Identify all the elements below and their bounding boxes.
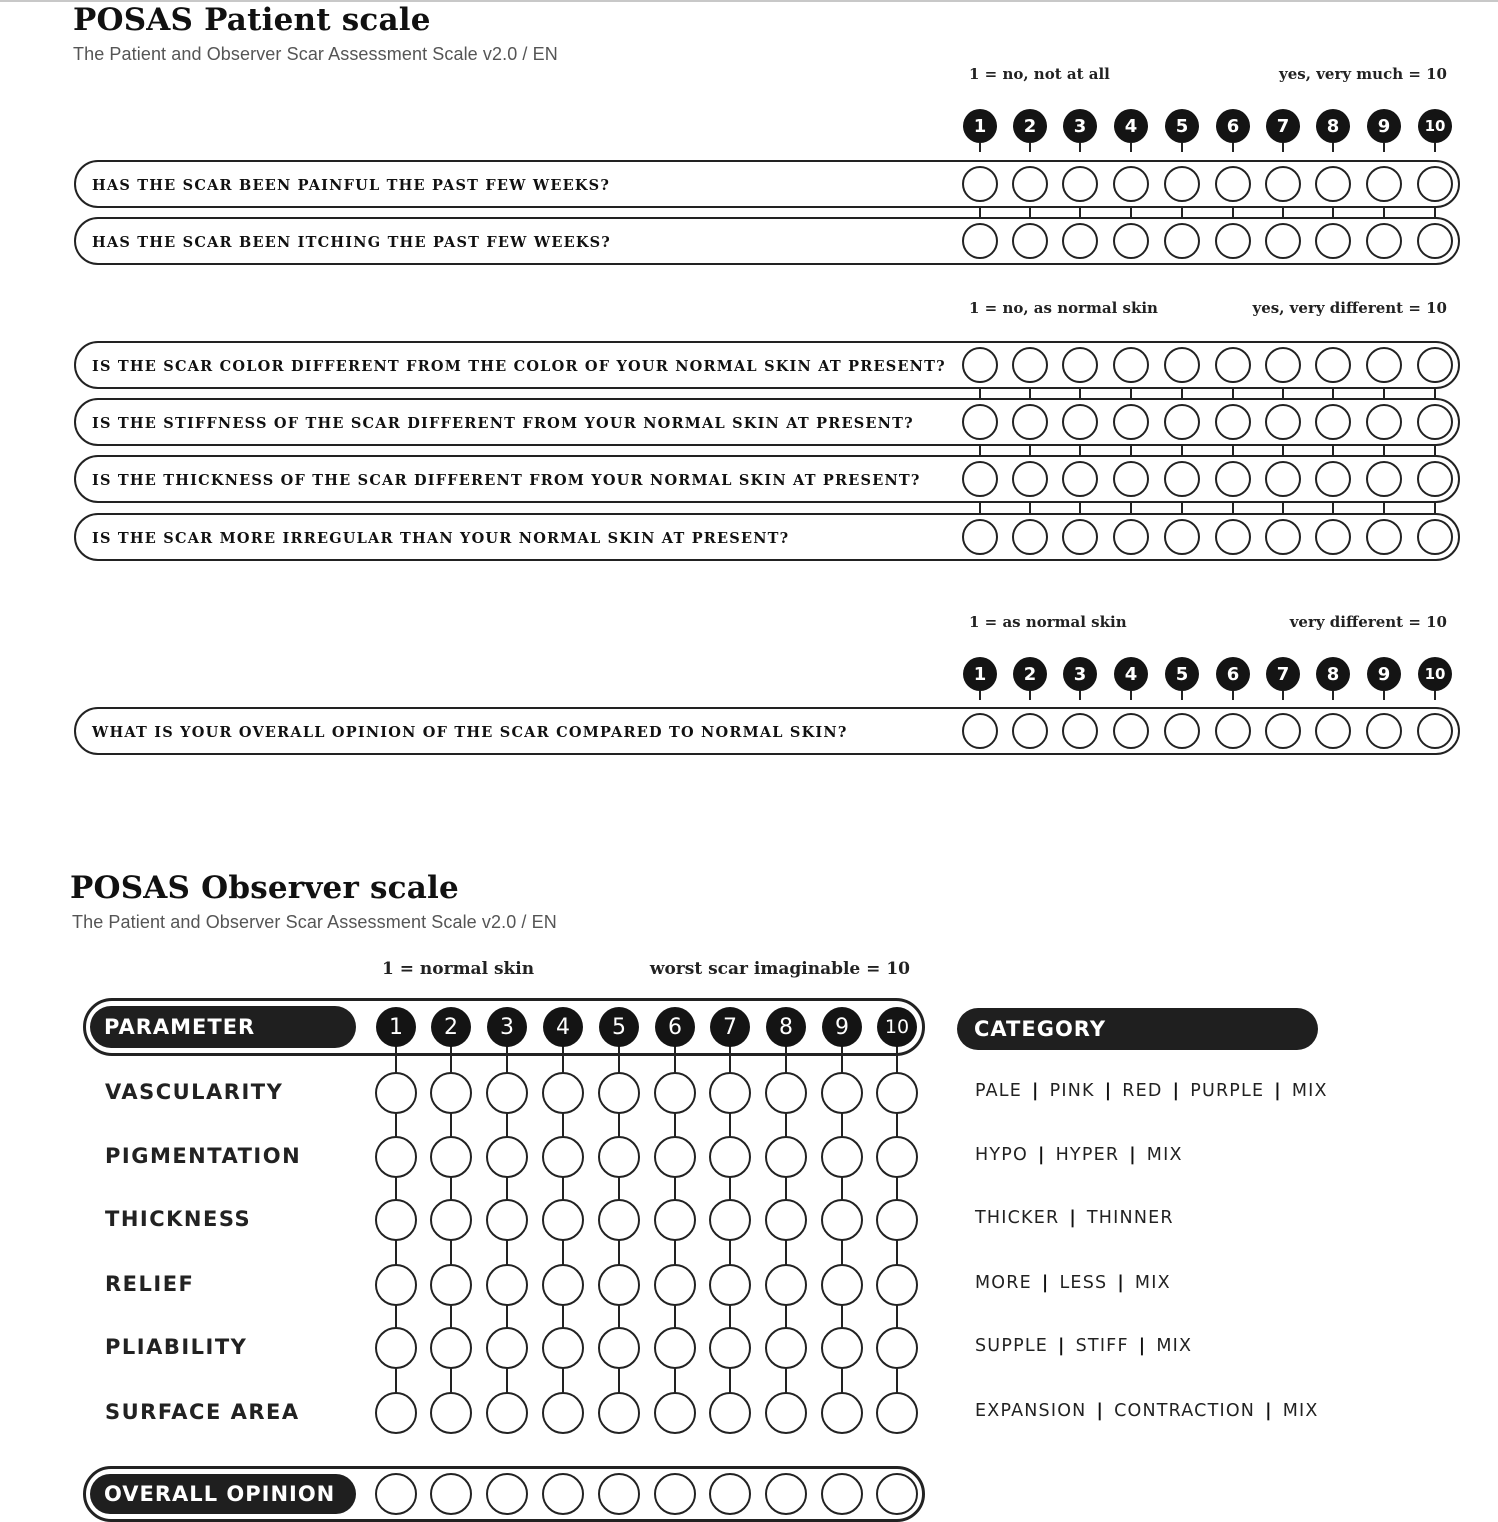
category-option[interactable]: MIX bbox=[1146, 1145, 1183, 1165]
patient-anchor-low: 1 = as normal skin bbox=[969, 613, 1127, 631]
patient-anchor-low: 1 = no, as normal skin bbox=[969, 299, 1158, 317]
parameter-label: VASCULARITY bbox=[105, 1080, 284, 1104]
category-option[interactable]: EXPANSION bbox=[975, 1401, 1087, 1421]
scale-number-5: 5 bbox=[1165, 657, 1199, 691]
observer-rating-8[interactable] bbox=[765, 1392, 807, 1434]
rating-option-9[interactable] bbox=[1366, 166, 1402, 202]
scale-number-10: 10 bbox=[1418, 657, 1452, 691]
rating-option-1[interactable] bbox=[962, 166, 998, 202]
overall-opinion-rating-10[interactable] bbox=[876, 1473, 918, 1515]
observer-rating-9[interactable] bbox=[821, 1327, 863, 1369]
observer-rating-9[interactable] bbox=[821, 1072, 863, 1114]
observer-rating-6[interactable] bbox=[654, 1327, 696, 1369]
rating-option-9[interactable] bbox=[1366, 461, 1402, 497]
observer-rating-10[interactable] bbox=[876, 1264, 918, 1306]
observer-rating-9[interactable] bbox=[821, 1264, 863, 1306]
rating-option-5[interactable] bbox=[1164, 166, 1200, 202]
rating-option-1[interactable] bbox=[962, 519, 998, 555]
scale-connector bbox=[1332, 691, 1334, 700]
parameter-label: SURFACE AREA bbox=[105, 1400, 300, 1424]
rating-option-2[interactable] bbox=[1012, 347, 1048, 383]
observer-rating-6[interactable] bbox=[654, 1136, 696, 1178]
scale-number-6: 6 bbox=[1216, 109, 1250, 143]
rating-option-5[interactable] bbox=[1164, 404, 1200, 440]
rating-option-4[interactable] bbox=[1113, 223, 1149, 259]
observer-rating-8[interactable] bbox=[765, 1199, 807, 1241]
rating-option-1[interactable] bbox=[962, 347, 998, 383]
overall-opinion-rating-4[interactable] bbox=[542, 1473, 584, 1515]
observer-rating-5[interactable] bbox=[598, 1264, 640, 1306]
observer-rating-10[interactable] bbox=[876, 1072, 918, 1114]
rating-option-8[interactable] bbox=[1315, 347, 1351, 383]
question-text: IS THE STIFFNESS OF THE SCAR DIFFERENT FROM YOUR NORMAL SKIN AT PRESENT? bbox=[92, 415, 914, 432]
observer-rating-7[interactable] bbox=[709, 1327, 751, 1369]
rating-option-4[interactable] bbox=[1113, 519, 1149, 555]
observer-rating-9[interactable] bbox=[821, 1136, 863, 1178]
observer-rating-2[interactable] bbox=[430, 1264, 472, 1306]
parameter-label: PIGMENTATION bbox=[105, 1144, 302, 1168]
observer-rating-4[interactable] bbox=[542, 1136, 584, 1178]
scale-number-1: 1 bbox=[963, 109, 997, 143]
category-option[interactable]: CONTRACTION bbox=[1114, 1401, 1256, 1421]
observer-rating-5[interactable] bbox=[598, 1327, 640, 1369]
observer-rating-7[interactable] bbox=[709, 1264, 751, 1306]
rating-option-3[interactable] bbox=[1062, 223, 1098, 259]
category-separator: | bbox=[1104, 1081, 1113, 1101]
question-text: IS THE SCAR MORE IRREGULAR THAN YOUR NORMAL SKIN AT PRESENT? bbox=[92, 530, 790, 547]
scale-number-3: 3 bbox=[1063, 657, 1097, 691]
rating-option-7[interactable] bbox=[1265, 166, 1301, 202]
scale-connector bbox=[1383, 691, 1385, 700]
scale-number-2: 2 bbox=[1013, 109, 1047, 143]
rating-option-7[interactable] bbox=[1265, 404, 1301, 440]
patient-anchor-high: very different = 10 bbox=[1289, 613, 1447, 631]
observer-rating-8[interactable] bbox=[765, 1327, 807, 1369]
rating-option-6[interactable] bbox=[1215, 223, 1251, 259]
category-separator: | bbox=[1129, 1145, 1137, 1165]
overall-opinion-rating-7[interactable] bbox=[709, 1473, 751, 1515]
category-separator: | bbox=[1117, 1273, 1125, 1293]
patient-anchor-low: 1 = no, not at all bbox=[969, 65, 1110, 83]
scale-connector bbox=[1282, 143, 1284, 152]
scale-number-8: 8 bbox=[1316, 109, 1350, 143]
parameter-label: RELIEF bbox=[105, 1272, 195, 1296]
rating-option-9[interactable] bbox=[1366, 347, 1402, 383]
overall-opinion-rating-8[interactable] bbox=[765, 1473, 807, 1515]
observer-rating-3[interactable] bbox=[486, 1199, 528, 1241]
observer-rating-6[interactable] bbox=[654, 1072, 696, 1114]
scale-connector bbox=[979, 691, 981, 700]
scale-connector bbox=[1029, 691, 1031, 700]
parameter-header: PARAMETER bbox=[90, 1006, 356, 1048]
rating-option-5[interactable] bbox=[1164, 223, 1200, 259]
observer-rating-4[interactable] bbox=[542, 1199, 584, 1241]
rating-option-3[interactable] bbox=[1062, 713, 1098, 749]
overall-opinion-rating-2[interactable] bbox=[430, 1473, 472, 1515]
category-separator: | bbox=[1037, 1145, 1046, 1165]
rating-option-4[interactable] bbox=[1113, 713, 1149, 749]
rating-option-7[interactable] bbox=[1265, 223, 1301, 259]
scale-number-10: 10 bbox=[1418, 109, 1452, 143]
observer-rating-8[interactable] bbox=[765, 1072, 807, 1114]
observer-rating-4[interactable] bbox=[542, 1392, 584, 1434]
rating-option-10[interactable] bbox=[1417, 461, 1453, 497]
observer-rating-5[interactable] bbox=[598, 1072, 640, 1114]
rating-option-10[interactable] bbox=[1417, 347, 1453, 383]
rating-option-5[interactable] bbox=[1164, 347, 1200, 383]
rating-option-2[interactable] bbox=[1012, 713, 1048, 749]
overall-opinion-rating-5[interactable] bbox=[598, 1473, 640, 1515]
parameter-label: PLIABILITY bbox=[105, 1335, 248, 1359]
scale-connector bbox=[1232, 691, 1234, 700]
category-option[interactable]: PINK bbox=[1049, 1081, 1095, 1101]
rating-option-6[interactable] bbox=[1215, 404, 1251, 440]
rating-option-9[interactable] bbox=[1366, 223, 1402, 259]
rating-option-4[interactable] bbox=[1113, 461, 1149, 497]
overall-opinion-label: OVERALL OPINION bbox=[90, 1474, 356, 1514]
scale-connector bbox=[979, 143, 981, 152]
observer-rating-1[interactable] bbox=[375, 1199, 417, 1241]
observer-anchor-high: worst scar imaginable = 10 bbox=[649, 959, 910, 979]
scale-connector bbox=[1130, 143, 1132, 152]
category-separator: | bbox=[1274, 1081, 1282, 1101]
observer-rating-3[interactable] bbox=[486, 1264, 528, 1306]
patient-anchor-high: yes, very much = 10 bbox=[1279, 65, 1447, 83]
observer-rating-4[interactable] bbox=[542, 1264, 584, 1306]
rating-option-1[interactable] bbox=[962, 713, 998, 749]
rating-option-8[interactable] bbox=[1315, 713, 1351, 749]
category-option[interactable]: MIX bbox=[1156, 1336, 1193, 1356]
category-separator: | bbox=[1096, 1401, 1105, 1421]
rating-option-8[interactable] bbox=[1315, 166, 1351, 202]
scale-connector bbox=[1079, 143, 1081, 152]
rating-option-1[interactable] bbox=[962, 461, 998, 497]
category-option[interactable]: HYPO bbox=[975, 1145, 1028, 1165]
category-option[interactable]: PALE bbox=[975, 1081, 1023, 1101]
observer-scale-number-1: 1 bbox=[376, 1007, 416, 1047]
category-option[interactable]: SUPPLE bbox=[975, 1336, 1049, 1356]
rating-option-7[interactable] bbox=[1265, 713, 1301, 749]
scale-number-7: 7 bbox=[1266, 657, 1300, 691]
rating-option-10[interactable] bbox=[1417, 519, 1453, 555]
scale-connector bbox=[1232, 143, 1234, 152]
category-separator: | bbox=[1032, 1081, 1040, 1101]
observer-rating-1[interactable] bbox=[375, 1136, 417, 1178]
rating-option-7[interactable] bbox=[1265, 347, 1301, 383]
observer-rating-2[interactable] bbox=[430, 1199, 472, 1241]
observer-rating-6[interactable] bbox=[654, 1199, 696, 1241]
question-text: HAS THE SCAR BEEN PAINFUL THE PAST FEW WEEKS? bbox=[92, 177, 611, 194]
rating-option-3[interactable] bbox=[1062, 461, 1098, 497]
observer-rating-10[interactable] bbox=[876, 1136, 918, 1178]
observer-scale-subtitle: The Patient and Observer Scar Assessment Scale v2.0 / EN bbox=[72, 912, 557, 932]
patient-anchor-high: yes, very different = 10 bbox=[1252, 299, 1447, 317]
observer-rating-2[interactable] bbox=[430, 1136, 472, 1178]
category-separator: | bbox=[1058, 1336, 1066, 1356]
rating-option-2[interactable] bbox=[1012, 519, 1048, 555]
rating-option-6[interactable] bbox=[1215, 461, 1251, 497]
scale-number-8: 8 bbox=[1316, 657, 1350, 691]
scale-connector bbox=[1332, 143, 1334, 152]
question-text: IS THE SCAR COLOR DIFFERENT FROM THE COLOR OF YOUR NORMAL SKIN AT PRESENT? bbox=[92, 358, 946, 375]
observer-scale-number-4: 4 bbox=[543, 1007, 583, 1047]
patient-scale-subtitle: The Patient and Observer Scar Assessment Scale v2.0 / EN bbox=[73, 44, 558, 64]
question-text: WHAT IS YOUR OVERALL OPINION OF THE SCAR COMPARED TO NORMAL SKIN? bbox=[92, 724, 848, 741]
rating-option-2[interactable] bbox=[1012, 404, 1048, 440]
observer-rating-3[interactable] bbox=[486, 1392, 528, 1434]
observer-rating-1[interactable] bbox=[375, 1072, 417, 1114]
observer-rating-1[interactable] bbox=[375, 1327, 417, 1369]
overall-opinion-rating-3[interactable] bbox=[486, 1473, 528, 1515]
observer-rating-5[interactable] bbox=[598, 1392, 640, 1434]
scale-connector bbox=[1079, 691, 1081, 700]
observer-scale-title: POSAS Observer scale bbox=[70, 870, 459, 906]
category-option[interactable]: MIX bbox=[1134, 1273, 1171, 1293]
category-option[interactable]: PURPLE bbox=[1190, 1081, 1265, 1101]
category-options bbox=[975, 1145, 1183, 1165]
rating-option-4[interactable] bbox=[1113, 166, 1149, 202]
rating-option-3[interactable] bbox=[1062, 347, 1098, 383]
rating-option-5[interactable] bbox=[1164, 713, 1200, 749]
observer-rating-8[interactable] bbox=[765, 1264, 807, 1306]
scale-number-4: 4 bbox=[1114, 657, 1148, 691]
observer-rating-3[interactable] bbox=[486, 1327, 528, 1369]
category-separator: | bbox=[1069, 1208, 1077, 1228]
rating-option-6[interactable] bbox=[1215, 519, 1251, 555]
parameter-label: THICKNESS bbox=[105, 1207, 252, 1231]
observer-rating-4[interactable] bbox=[542, 1072, 584, 1114]
rating-option-8[interactable] bbox=[1315, 404, 1351, 440]
category-option[interactable]: RED bbox=[1122, 1081, 1163, 1101]
category-separator: | bbox=[1041, 1273, 1050, 1293]
observer-rating-2[interactable] bbox=[430, 1327, 472, 1369]
rating-option-3[interactable] bbox=[1062, 404, 1098, 440]
rating-option-10[interactable] bbox=[1417, 404, 1453, 440]
rating-option-8[interactable] bbox=[1315, 461, 1351, 497]
rating-option-3[interactable] bbox=[1062, 166, 1098, 202]
question-text: IS THE THICKNESS OF THE SCAR DIFFERENT FROM YOUR NORMAL SKIN AT PRESENT? bbox=[92, 472, 921, 489]
observer-scale-number-5: 5 bbox=[599, 1007, 639, 1047]
category-options bbox=[975, 1401, 1319, 1421]
observer-scale-number-9: 9 bbox=[822, 1007, 862, 1047]
rating-option-6[interactable] bbox=[1215, 713, 1251, 749]
category-separator: | bbox=[1265, 1401, 1273, 1421]
observer-rating-6[interactable] bbox=[654, 1264, 696, 1306]
observer-rating-10[interactable] bbox=[876, 1327, 918, 1369]
scale-number-4: 4 bbox=[1114, 109, 1148, 143]
rating-option-9[interactable] bbox=[1366, 713, 1402, 749]
scale-number-3: 3 bbox=[1063, 109, 1097, 143]
category-option[interactable]: THINNER bbox=[1086, 1208, 1174, 1228]
observer-rating-10[interactable] bbox=[876, 1199, 918, 1241]
category-option[interactable]: MIX bbox=[1291, 1081, 1328, 1101]
category-option[interactable]: THICKER bbox=[975, 1208, 1060, 1228]
rating-option-1[interactable] bbox=[962, 404, 998, 440]
category-separator: | bbox=[1172, 1081, 1181, 1101]
observer-scale-number-2: 2 bbox=[431, 1007, 471, 1047]
rating-option-4[interactable] bbox=[1113, 347, 1149, 383]
observer-rating-7[interactable] bbox=[709, 1392, 751, 1434]
observer-rating-4[interactable] bbox=[542, 1327, 584, 1369]
overall-opinion-rating-6[interactable] bbox=[654, 1473, 696, 1515]
observer-rating-1[interactable] bbox=[375, 1264, 417, 1306]
category-header: CATEGORY bbox=[957, 1008, 1318, 1050]
observer-rating-7[interactable] bbox=[709, 1072, 751, 1114]
rating-option-10[interactable] bbox=[1417, 713, 1453, 749]
rating-option-4[interactable] bbox=[1113, 404, 1149, 440]
rating-option-7[interactable] bbox=[1265, 519, 1301, 555]
category-options bbox=[975, 1336, 1192, 1356]
question-text: HAS THE SCAR BEEN ITCHING THE PAST FEW WEEKS? bbox=[92, 234, 611, 251]
category-options bbox=[975, 1081, 1328, 1101]
scale-connector bbox=[1282, 691, 1284, 700]
overall-opinion-rating-9[interactable] bbox=[821, 1473, 863, 1515]
rating-option-5[interactable] bbox=[1164, 461, 1200, 497]
category-option[interactable]: MIX bbox=[1282, 1401, 1319, 1421]
observer-rating-3[interactable] bbox=[486, 1072, 528, 1114]
observer-rating-7[interactable] bbox=[709, 1199, 751, 1241]
rating-option-8[interactable] bbox=[1315, 519, 1351, 555]
rating-option-2[interactable] bbox=[1012, 461, 1048, 497]
rating-option-3[interactable] bbox=[1062, 519, 1098, 555]
rating-option-6[interactable] bbox=[1215, 166, 1251, 202]
scale-connector bbox=[1130, 691, 1132, 700]
scale-connector bbox=[1434, 143, 1436, 152]
scale-number-1: 1 bbox=[963, 657, 997, 691]
scale-connector bbox=[1383, 143, 1385, 152]
overall-opinion-rating-1[interactable] bbox=[375, 1473, 417, 1515]
observer-scale-number-8: 8 bbox=[766, 1007, 806, 1047]
category-option[interactable]: HYPER bbox=[1055, 1145, 1120, 1165]
category-option[interactable]: MORE bbox=[975, 1273, 1032, 1293]
category-option[interactable]: STIFF bbox=[1075, 1336, 1129, 1356]
scale-number-9: 9 bbox=[1367, 657, 1401, 691]
scale-connector bbox=[1434, 691, 1436, 700]
rating-option-10[interactable] bbox=[1417, 166, 1453, 202]
rating-option-8[interactable] bbox=[1315, 223, 1351, 259]
rating-option-9[interactable] bbox=[1366, 519, 1402, 555]
rating-option-5[interactable] bbox=[1164, 519, 1200, 555]
observer-rating-2[interactable] bbox=[430, 1392, 472, 1434]
patient-scale-title: POSAS Patient scale bbox=[73, 2, 431, 38]
scale-number-9: 9 bbox=[1367, 109, 1401, 143]
observer-rating-7[interactable] bbox=[709, 1136, 751, 1178]
observer-rating-3[interactable] bbox=[486, 1136, 528, 1178]
scale-number-7: 7 bbox=[1266, 109, 1300, 143]
rating-option-10[interactable] bbox=[1417, 223, 1453, 259]
observer-rating-9[interactable] bbox=[821, 1392, 863, 1434]
rating-option-2[interactable] bbox=[1012, 166, 1048, 202]
observer-anchor-low: 1 = normal skin bbox=[382, 959, 535, 979]
observer-scale-number-6: 6 bbox=[655, 1007, 695, 1047]
observer-rating-9[interactable] bbox=[821, 1199, 863, 1241]
category-options bbox=[975, 1273, 1171, 1293]
rating-option-9[interactable] bbox=[1366, 404, 1402, 440]
observer-rating-5[interactable] bbox=[598, 1136, 640, 1178]
rating-option-7[interactable] bbox=[1265, 461, 1301, 497]
observer-rating-8[interactable] bbox=[765, 1136, 807, 1178]
scale-connector bbox=[1181, 143, 1183, 152]
category-options bbox=[975, 1208, 1174, 1228]
observer-rating-6[interactable] bbox=[654, 1392, 696, 1434]
scale-connector bbox=[1029, 143, 1031, 152]
rating-option-2[interactable] bbox=[1012, 223, 1048, 259]
scale-number-6: 6 bbox=[1216, 657, 1250, 691]
scale-connector bbox=[1181, 691, 1183, 700]
observer-scale-number-10: 10 bbox=[877, 1007, 917, 1047]
observer-rating-10[interactable] bbox=[876, 1392, 918, 1434]
observer-scale-number-3: 3 bbox=[487, 1007, 527, 1047]
observer-rating-5[interactable] bbox=[598, 1199, 640, 1241]
category-option[interactable]: LESS bbox=[1059, 1273, 1108, 1293]
rating-option-1[interactable] bbox=[962, 223, 998, 259]
scale-number-5: 5 bbox=[1165, 109, 1199, 143]
scale-number-2: 2 bbox=[1013, 657, 1047, 691]
observer-rating-2[interactable] bbox=[430, 1072, 472, 1114]
rating-option-6[interactable] bbox=[1215, 347, 1251, 383]
observer-scale-number-7: 7 bbox=[710, 1007, 750, 1047]
category-separator: | bbox=[1138, 1336, 1147, 1356]
observer-rating-1[interactable] bbox=[375, 1392, 417, 1434]
